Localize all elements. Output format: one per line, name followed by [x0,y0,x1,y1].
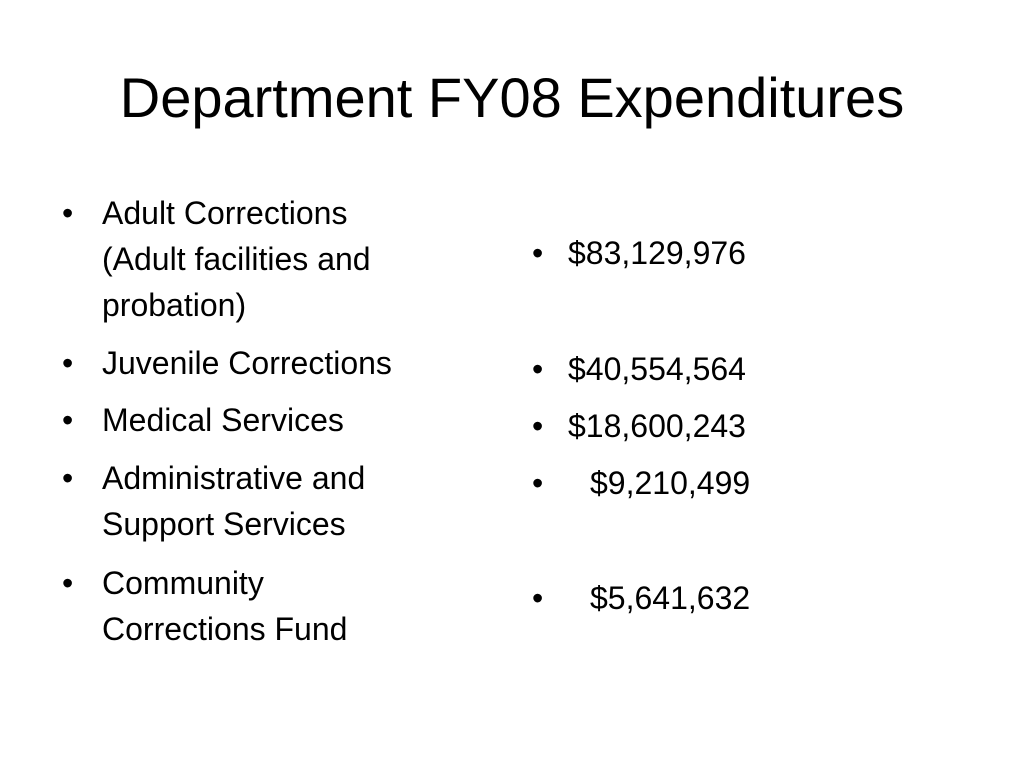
bullet-marker: • [532,351,544,387]
bullet-marker: • [62,565,74,601]
amount-value: $40,554,564 [568,351,746,387]
category-label-line: Support Services [102,506,346,542]
category-label-line: Administrative and [102,460,366,496]
category-label-line: Corrections Fund [102,611,348,647]
bullet-marker: • [62,195,74,231]
bullet-marker: • [62,460,74,496]
amount-value: $9,210,499 [590,465,751,501]
category-label-line: Juvenile Corrections [102,345,392,381]
bullet-marker: • [532,465,544,501]
slide-title: Department FY08 Expenditures [119,66,905,129]
bullet-marker: • [532,580,544,616]
category-label-line: (Adult facilities and [102,241,371,277]
bullet-marker: • [62,402,74,438]
amount-value: $18,600,243 [568,408,746,444]
category-label-line: Adult Corrections [102,195,348,231]
category-label-line: Community [102,565,264,601]
bullet-marker: • [532,235,544,271]
bullet-marker: • [532,408,544,444]
amount-value: $83,129,976 [568,235,746,271]
bullet-marker: • [62,345,74,381]
amount-value: $5,641,632 [590,580,751,616]
category-label-line: Medical Services [102,402,344,438]
category-label-line: probation) [102,287,247,323]
